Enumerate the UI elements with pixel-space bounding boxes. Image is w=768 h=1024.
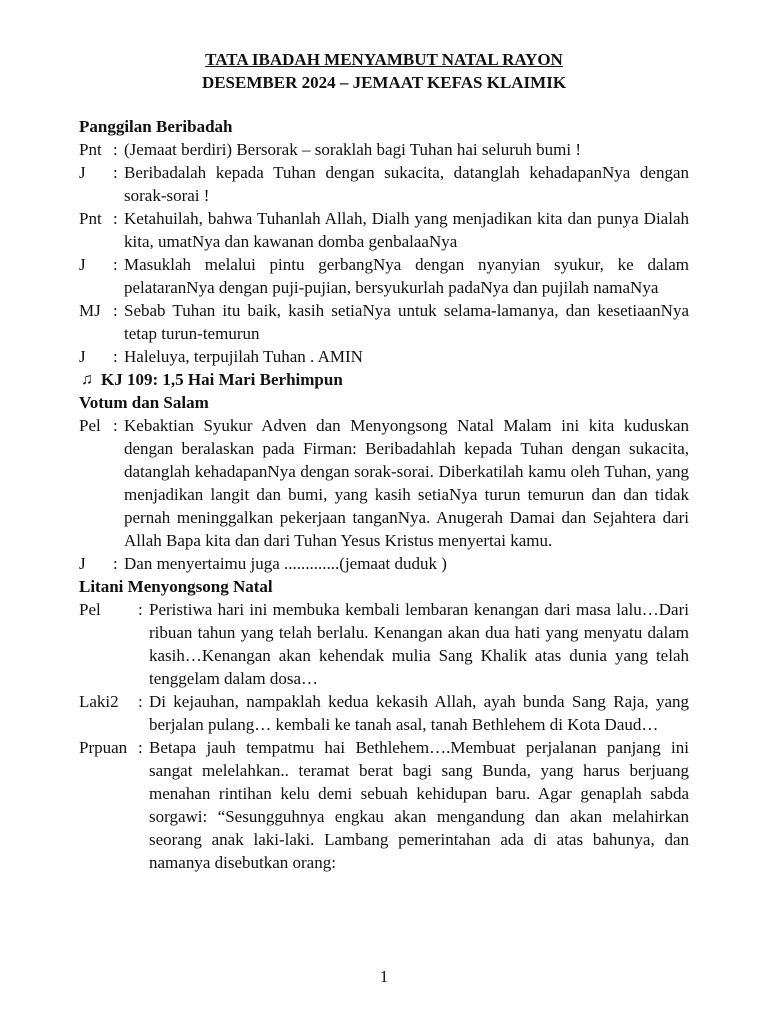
liturgy-text: (Jemaat berdiri) Bersorak – soraklah bagi Tuhan hai seluruh bumi ! [124, 140, 582, 159]
section-heading-panggilan: Panggilan Beribadah [79, 117, 233, 136]
colon-separator: : [113, 163, 118, 182]
section-heading-litani: Litani Menyongsong Natal [79, 577, 273, 596]
speaker-label: J [79, 554, 86, 573]
song-label: KJ 109: 1,5 Hai Mari Berhimpun [101, 370, 343, 389]
document-body [79, 115, 689, 874]
speaker-label: Laki2 [79, 692, 119, 711]
liturgy-line [79, 299, 689, 345]
colon-separator: : [138, 738, 143, 757]
liturgy-text: Kebaktian Syukur Adven dan Menyongsong Natal Malam ini kita kuduskan dengan beralaskan pada Firman: Beribadahlah kepada Tuhan dengan sukacita, datanglah kehadapanNya dengan sorak-sorai. Diberkatilah kamu oleh Tuhan, yang menjadikan langit dan bumi, yang kasih setiaNya turun temurun dan dan tidak pernah meninggalkan pekerjaan tanganNya. Anugerah Damai dan Sejahtera dari Allah Bapa kita dan dari Tuhan Yesus Kristus menyertai kamu. [124, 416, 689, 550]
speaker-label: J [79, 255, 86, 274]
liturgy-line [79, 736, 689, 874]
liturgy-text: Beribadalah kepada Tuhan dengan sukacita, datanglah kehadapanNya dengan sorak-sorai ! [124, 163, 689, 205]
music-note-icon: ♫ [81, 371, 93, 388]
song-line [79, 368, 689, 391]
liturgy-line [79, 552, 689, 575]
speaker-label: Pel [79, 416, 101, 435]
speaker-label: MJ [79, 301, 101, 320]
colon-separator: : [113, 416, 118, 435]
liturgy-text: Haleluya, terpujilah Tuhan . AMIN [124, 347, 363, 366]
liturgy-text: Masuklah melalui pintu gerbangNya dengan nyanyian syukur, ke dalam pelataranNya dengan puji-pujian, bersyukurlah padaNya dan pujilah namaNya [124, 255, 689, 297]
liturgy-line [79, 690, 689, 736]
liturgy-text: Sebab Tuhan itu baik, kasih setiaNya untuk selama-lamanya, dan kesetiaanNya tetap turun-temurun [124, 301, 689, 343]
liturgy-line [79, 138, 689, 161]
colon-separator: : [138, 692, 143, 711]
speaker-label: J [79, 347, 86, 366]
speaker-label: Prpuan [79, 738, 128, 757]
liturgy-line [79, 414, 689, 552]
document-subtitle: DESEMBER 2024 – JEMAAT KEFAS KLAIMIK [201, 73, 567, 92]
liturgy-line [79, 207, 689, 253]
colon-separator: : [113, 554, 118, 573]
liturgy-line [79, 345, 689, 368]
document-title: TATA IBADAH MENYAMBUT NATAL RAYON [205, 50, 563, 69]
colon-separator: : [138, 600, 143, 619]
speaker-label: Pnt [79, 140, 102, 159]
colon-separator: : [113, 347, 118, 366]
liturgy-text: Dan menyertaimu juga .............(jemaat duduk ) [124, 554, 447, 573]
speaker-label: Pel [79, 600, 101, 619]
speaker-label: Pnt [79, 209, 102, 228]
colon-separator: : [113, 209, 118, 228]
liturgy-text: Di kejauhan, nampaklah kedua kekasih Allah, ayah bunda Sang Raja, yang berjalan pulang… kembali ke tanah asal, tanah Bethlehem di Kota Daud… [149, 692, 689, 734]
liturgy-line [79, 253, 689, 299]
liturgy-text: Betapa jauh tempatmu hai Bethlehem….Membuat perjalanan panjang ini sangat melelahkan.. teramat berat bagi sang Bunda, yang harus berjuang menahan rintihan kelu demi sebuah kehidupan baru. Agar genaplah sabda sorgawi: “Sesungguhnya engkau akan mengandung dan akan melahirkan seorang anak laki-laki. Lambang pemerintahan ada di atas bahunya, dan namanya disebutkan orang: [149, 738, 689, 872]
colon-separator: : [113, 301, 118, 320]
liturgy-text: Peristiwa hari ini membuka kembali lembaran kenangan dari masa lalu…Dari ribuan tahun yang telah berlalu. Kenangan akan dua hati yang menyatu dalam kasih…Kenangan akan kehendak mulia Sang Khalik atas dunia yang telah tenggelam dalam dosa… [149, 600, 689, 688]
speaker-label: J [79, 163, 86, 182]
section-heading-votum: Votum dan Salam [79, 393, 209, 412]
litani-block [79, 598, 689, 874]
liturgy-line [79, 598, 689, 690]
liturgy-text: Ketahuilah, bahwa Tuhanlah Allah, Dialh yang menjadikan kita dan punya Dialah kita, umatNya dan kawanan domba genbalaaNya [124, 209, 689, 251]
liturgy-line [79, 161, 689, 207]
colon-separator: : [113, 255, 118, 274]
page-number: 1 [379, 967, 389, 986]
colon-separator: : [113, 140, 118, 159]
